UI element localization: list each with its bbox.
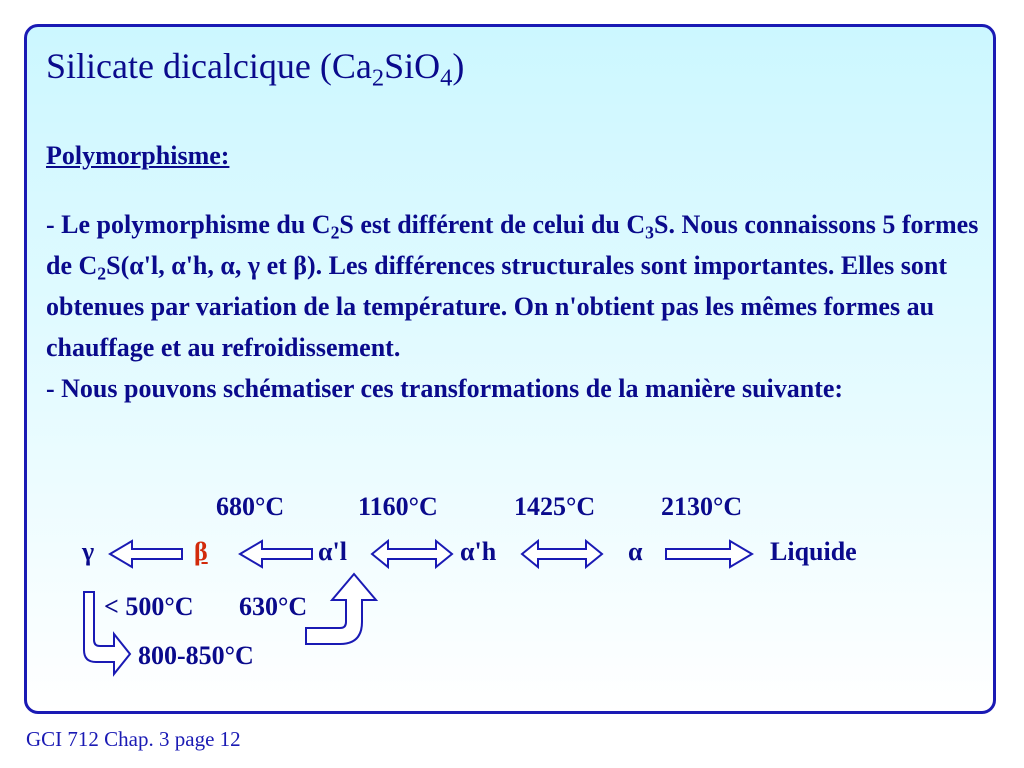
- temp-label-lower: 800-850°C: [138, 641, 254, 670]
- temp-label: 2130°C: [661, 492, 743, 521]
- phase-beta: β: [194, 537, 208, 566]
- curved-arrow-up-icon: [304, 572, 380, 664]
- double-arrow-icon: [520, 539, 604, 569]
- left-arrow-icon: [238, 539, 314, 569]
- temp-label: 1425°C: [514, 492, 596, 521]
- temp-label: 1160°C: [358, 492, 438, 521]
- right-arrow-icon: [664, 539, 754, 569]
- phase-alpha-h: α'h: [460, 537, 497, 566]
- slide-title: Silicate dicalcique $(Ca_2SiO_4)$: [46, 46, 465, 92]
- phase-liquid: Liquide: [770, 537, 857, 566]
- body-text: [46, 204, 981, 409]
- paragraph-1: - Le polymorphisme du $C_2S$ est différent de celui du $C_3S$. Nous connaissons 5 formes de $C_2S(\alpha'l$, α'h, α, γ et β). Les différences structurales sont importantes. Elles sont obtenues par variation de la température. On n'obtient pas les mêmes formes au chauffage et au refroidissement.: [46, 210, 979, 362]
- curved-arrow-down-right-icon: [80, 590, 132, 676]
- left-arrow-icon: [108, 539, 184, 569]
- double-arrow-icon: [370, 539, 454, 569]
- temp-label: 680°C: [216, 492, 285, 521]
- phase-gamma: γ: [82, 537, 95, 566]
- phase-alpha-l: α'l: [318, 537, 347, 566]
- paragraph-2: - Nous pouvons schématiser ces transformations de la manière suivante:: [46, 374, 844, 403]
- slide-footer: GCI 712 Chap. 3 page 12: [26, 727, 241, 751]
- section-heading: Polymorphisme:: [46, 141, 230, 170]
- temp-label-lower: 630°C: [239, 592, 308, 621]
- temp-label-lower: < 500°C: [104, 592, 194, 621]
- phase-alpha: α: [628, 537, 643, 566]
